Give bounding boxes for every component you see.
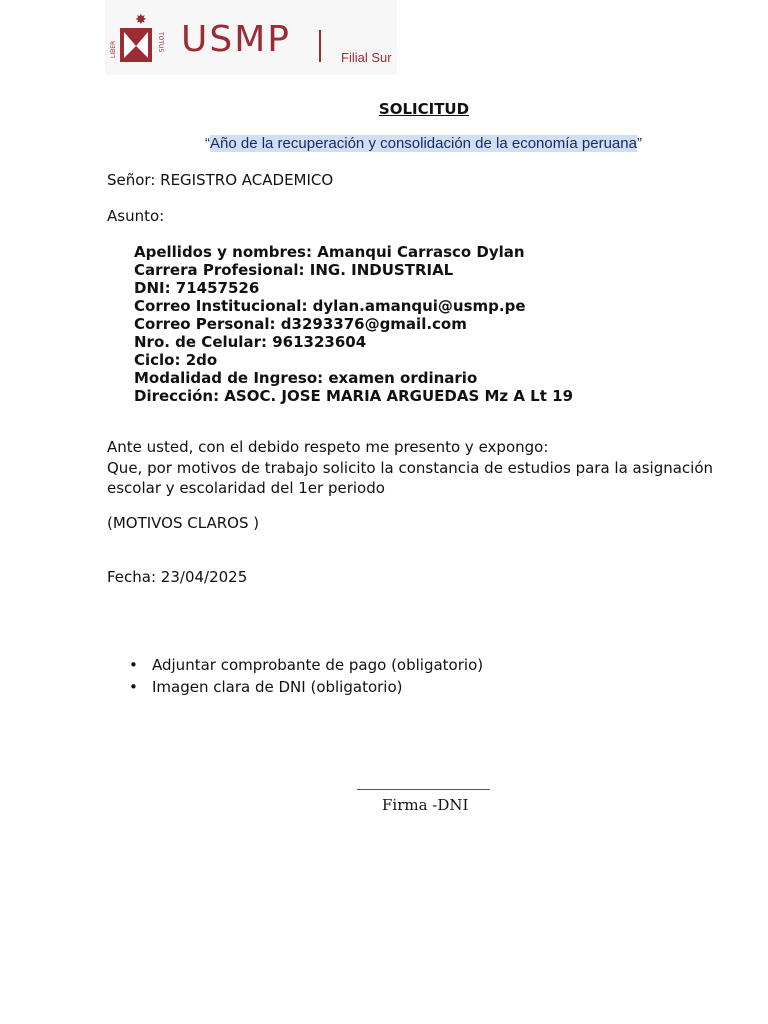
logo-divider <box>319 30 321 62</box>
motives-line: (MOTIVOS CLAROS ) <box>107 514 260 532</box>
document-title: SOLICITUD <box>378 100 470 118</box>
signature-label: Firma -DNI <box>382 796 469 814</box>
attachment-text: Adjuntar comprobante de pago (obligatorio) <box>152 656 484 674</box>
detail-address: Dirección: ASOC. JOSE MARIA ARGUEDAS Mz A Lt 19 <box>134 387 574 405</box>
date-line: Fecha: 23/04/2025 <box>107 568 248 586</box>
detail-personal-email: Correo Personal: d3293376@gmail.com <box>134 315 467 333</box>
intro-line: Ante usted, con el debido respeto me presento y expongo: <box>107 438 549 456</box>
request-body: Que, por motivos de trabajo solicito la constancia de estudios para la asignación escolar y escolaridad del 1er periodo <box>107 459 714 497</box>
detail-institutional-email: Correo Institucional: dylan.amanqui@usmp.pe <box>134 297 526 315</box>
svg-text:LIBER: LIBER <box>110 40 117 58</box>
list-item <box>107 655 483 677</box>
attachment-text: Imagen clara de DNI (obligatorio) <box>152 678 403 696</box>
detail-career: Carrera Profesional: ING. INDUSTRIAL <box>134 261 454 279</box>
detail-cycle: Ciclo: 2do <box>134 351 218 369</box>
svg-text:TOTUS: TOTUS <box>157 32 164 53</box>
list-item <box>107 677 483 699</box>
motto-close-quote: ” <box>636 135 642 152</box>
svg-text:✸: ✸ <box>135 12 147 28</box>
logo-subtitle: Filial Sur <box>341 50 392 65</box>
year-motto <box>205 135 642 152</box>
attachments-list <box>107 655 483 699</box>
detail-name: Apellidos y nombres: Amanqui Carrasco Dylan <box>134 243 525 261</box>
logo-wordmark: USMP <box>181 19 291 60</box>
detail-dni: DNI: 71457526 <box>134 279 260 297</box>
recipient-line: Señor: REGISTRO ACADEMICO <box>107 171 334 189</box>
usmp-logo-icon <box>107 10 175 66</box>
student-details <box>134 243 573 405</box>
header-logo <box>105 0 397 75</box>
detail-admission-mode: Modalidad de Ingreso: examen ordinario <box>134 369 478 387</box>
motto-open-quote: “ <box>205 135 210 152</box>
subject-label: Asunto: <box>107 207 165 225</box>
bullet-icon: • <box>129 656 138 674</box>
signature-line <box>357 789 490 790</box>
motto-text: Año de la recuperación y consolidación de la economía peruana <box>210 135 637 152</box>
detail-phone: Nro. de Celular: 961323604 <box>134 333 367 351</box>
bullet-icon: • <box>129 678 138 696</box>
